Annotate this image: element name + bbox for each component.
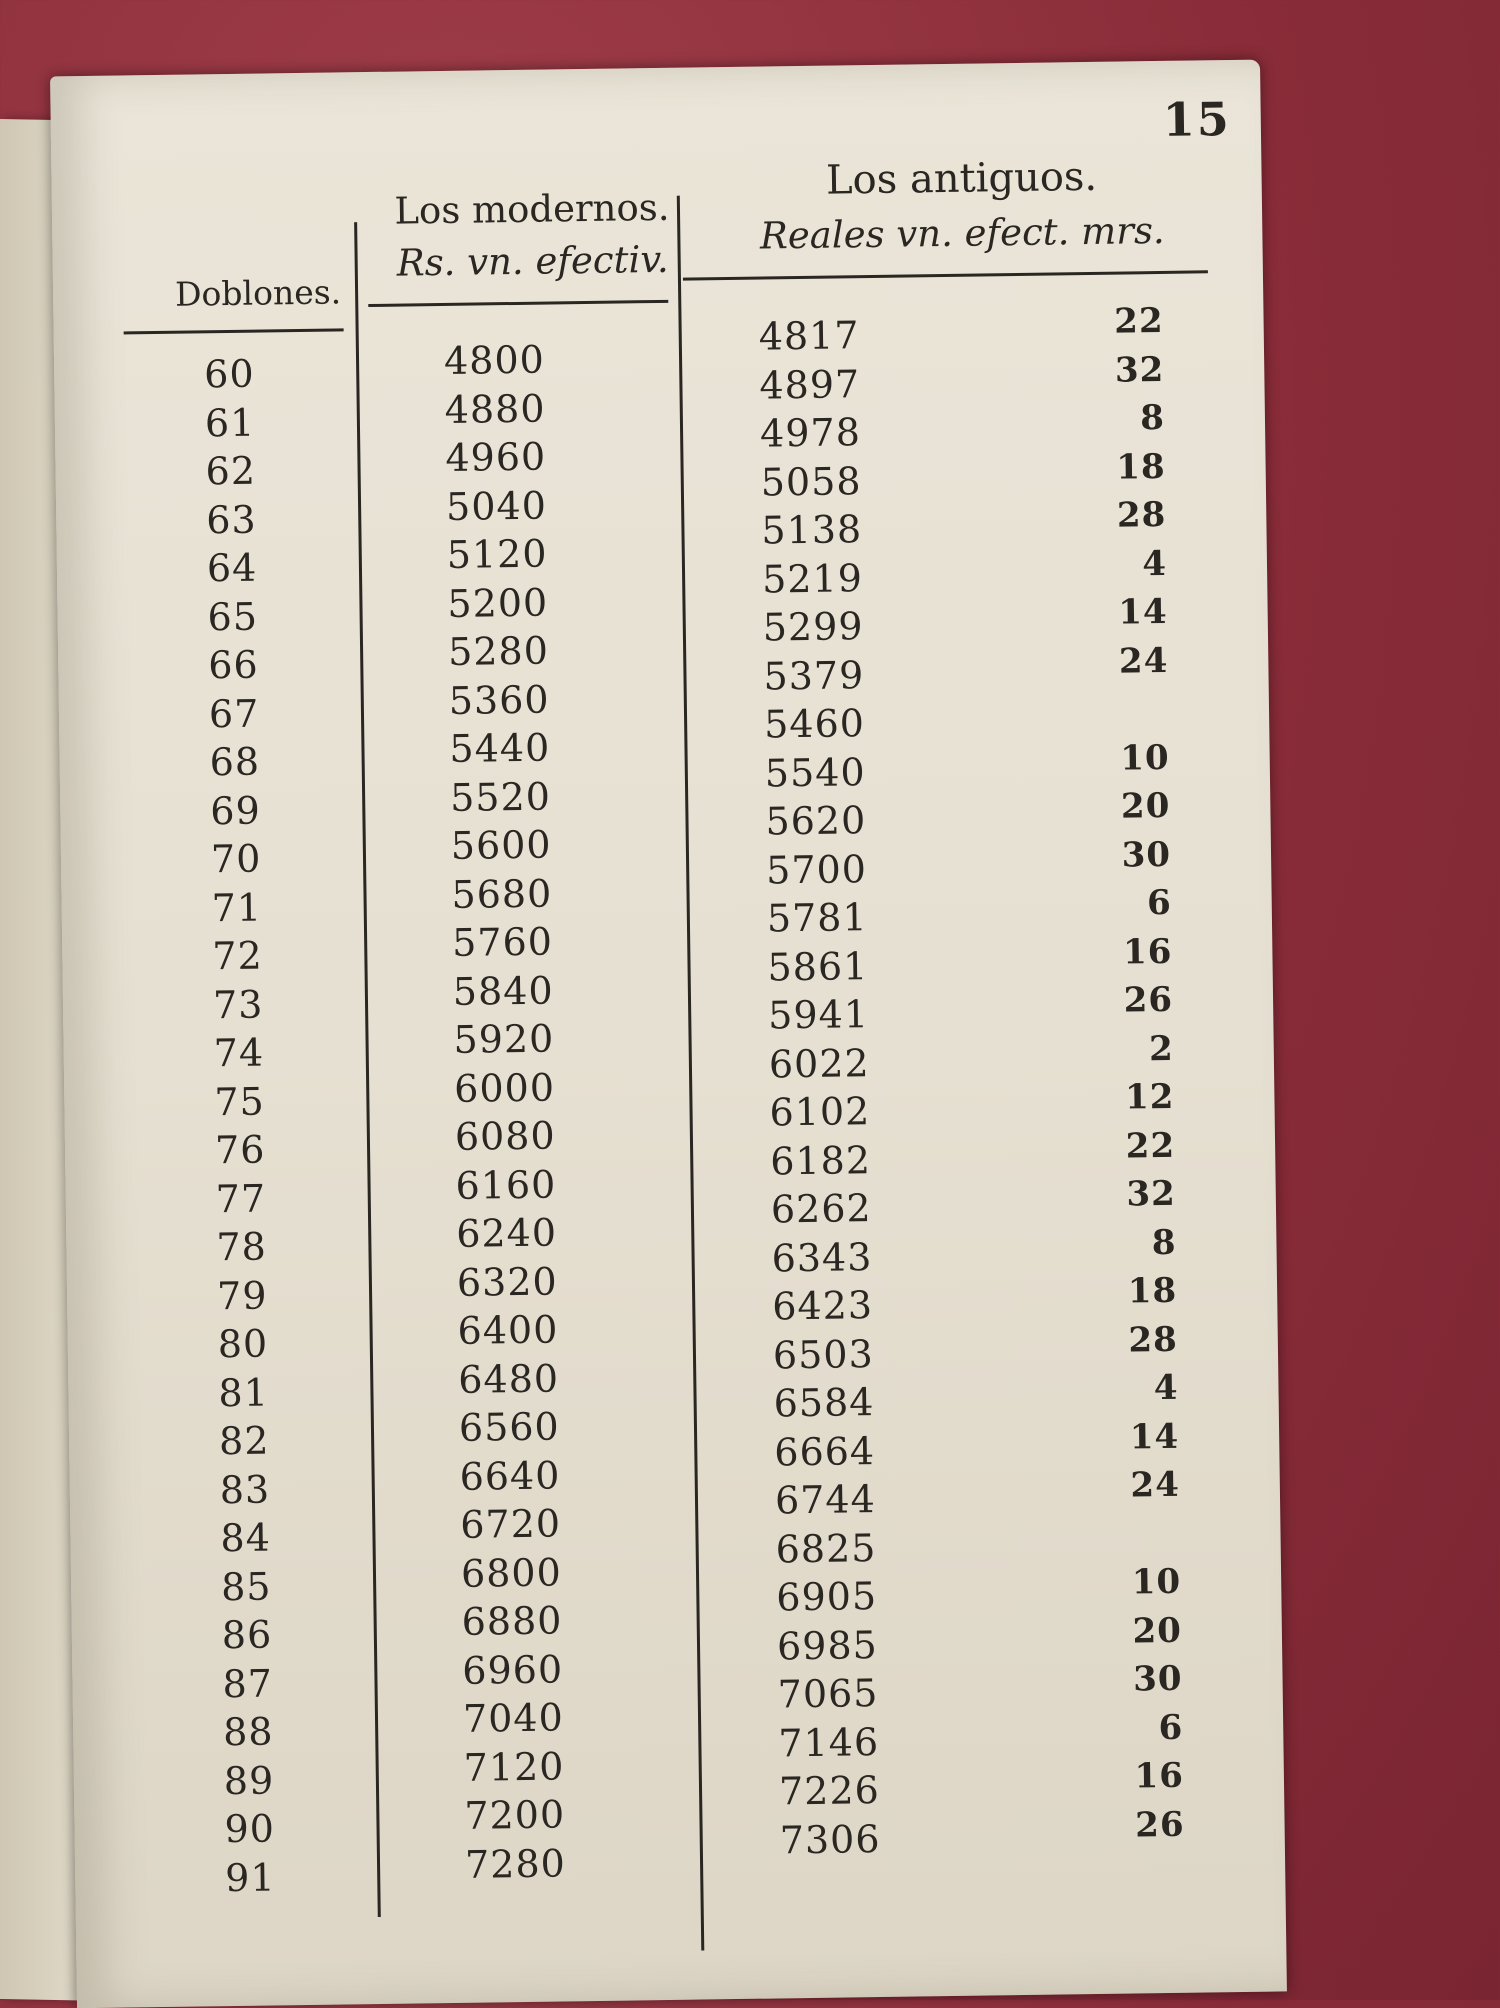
cell-modernos: 5600 xyxy=(450,822,552,868)
cell-reales: 7226 xyxy=(778,1768,881,1814)
cell-doblones: 81 xyxy=(218,1370,270,1415)
cell-mrs: 28 xyxy=(1116,494,1167,536)
cell-doblones: 83 xyxy=(219,1467,271,1512)
book-page xyxy=(50,60,1287,2008)
header-doblones: Doblones. xyxy=(174,272,342,314)
cell-reales: 5861 xyxy=(767,943,869,990)
cell-mrs: 20 xyxy=(1120,785,1171,827)
cell-mrs: 2 xyxy=(1148,1028,1175,1069)
cell-mrs: 4 xyxy=(1153,1367,1179,1409)
cell-modernos: 6240 xyxy=(455,1210,558,1256)
cell-doblones: 61 xyxy=(204,400,256,445)
cell-doblones: 66 xyxy=(207,642,259,688)
cell-mrs: 8 xyxy=(1139,397,1166,439)
cell-doblones: 69 xyxy=(210,788,261,833)
cell-modernos: 7040 xyxy=(462,1695,565,1741)
cell-mrs: 16 xyxy=(1122,931,1173,973)
cell-doblones: 90 xyxy=(224,1806,276,1852)
cell-modernos: 5520 xyxy=(449,774,552,820)
cell-modernos: 6000 xyxy=(453,1064,556,1111)
cell-mrs: 8 xyxy=(1151,1222,1177,1263)
cell-reales: 6825 xyxy=(775,1525,877,1571)
cell-doblones: 75 xyxy=(214,1079,266,1124)
cell-mrs: 24 xyxy=(1118,640,1169,682)
cell-reales: 7146 xyxy=(778,1719,880,1765)
cell-modernos: 6960 xyxy=(462,1646,564,1693)
cell-reales: 6503 xyxy=(772,1331,874,1377)
cell-reales: 6343 xyxy=(771,1234,873,1280)
cell-modernos: 6320 xyxy=(456,1258,558,1305)
cell-mrs: 28 xyxy=(1128,1319,1179,1361)
cell-doblones: 71 xyxy=(211,885,263,930)
cell-doblones: 73 xyxy=(212,982,264,1027)
cell-doblones: 60 xyxy=(203,351,255,397)
cell-reales: 5219 xyxy=(761,555,864,602)
cell-mrs: 24 xyxy=(1130,1464,1181,1506)
cell-mrs: 20 xyxy=(1132,1610,1183,1651)
cell-doblones: 79 xyxy=(216,1273,268,1318)
header-modernos-title: Los modernos. xyxy=(394,185,670,233)
cell-modernos: 5840 xyxy=(452,968,554,1014)
cell-modernos: 7280 xyxy=(464,1840,567,1887)
cell-modernos: 6640 xyxy=(459,1452,561,1499)
cell-doblones: 64 xyxy=(206,545,258,591)
page-number: 15 xyxy=(1162,91,1232,147)
cell-modernos: 6800 xyxy=(460,1549,563,1596)
cell-reales: 6182 xyxy=(769,1137,872,1183)
cell-reales: 5540 xyxy=(764,749,866,796)
cell-modernos: 5280 xyxy=(447,628,550,674)
column-divider-1 xyxy=(354,222,381,1917)
cell-doblones: 72 xyxy=(212,933,264,979)
header-antiguos-title: Los antiguos. xyxy=(825,153,1098,204)
cell-doblones: 67 xyxy=(208,691,260,736)
cell-reales: 5299 xyxy=(762,604,864,650)
header-rule-doblones xyxy=(124,328,344,334)
cell-modernos: 4800 xyxy=(443,337,546,383)
cell-reales: 7306 xyxy=(779,1816,881,1862)
cell-doblones: 76 xyxy=(214,1127,266,1173)
cell-modernos: 7120 xyxy=(463,1743,565,1790)
cell-mrs: 22 xyxy=(1125,1125,1176,1167)
cell-doblones: 91 xyxy=(224,1854,276,1900)
cell-doblones: 89 xyxy=(223,1757,275,1803)
cell-mrs: 18 xyxy=(1127,1270,1178,1312)
cell-mrs: 30 xyxy=(1121,834,1172,876)
cell-reales: 5700 xyxy=(765,846,868,893)
cell-doblones: 87 xyxy=(222,1660,274,1706)
cell-reales: 5058 xyxy=(760,458,862,505)
cell-reales: 6985 xyxy=(776,1622,879,1668)
cell-doblones: 68 xyxy=(209,739,261,785)
cell-reales: 6744 xyxy=(774,1477,877,1523)
cell-doblones: 84 xyxy=(220,1515,272,1561)
cell-doblones: 62 xyxy=(205,448,257,494)
cell-mrs: 10 xyxy=(1120,737,1170,779)
cell-mrs: 12 xyxy=(1124,1076,1175,1118)
cell-modernos: 4880 xyxy=(444,386,546,432)
cell-doblones: 74 xyxy=(213,1030,265,1076)
cell-modernos: 4960 xyxy=(445,434,547,480)
cell-modernos: 5760 xyxy=(451,919,554,965)
cell-mrs: 32 xyxy=(1114,349,1165,391)
cell-mrs: 16 xyxy=(1134,1755,1185,1797)
header-antiguos-unit: Reales vn. efect. mrs. xyxy=(759,208,1165,258)
cell-modernos: 5680 xyxy=(451,871,553,917)
cell-reales: 6022 xyxy=(768,1040,870,1087)
cell-reales: 6905 xyxy=(776,1574,878,1620)
cell-modernos: 5920 xyxy=(453,1016,555,1062)
cell-reales: 5460 xyxy=(763,701,866,747)
cell-reales: 5941 xyxy=(767,992,870,1038)
cell-reales: 5138 xyxy=(761,507,863,553)
cell-modernos: 5200 xyxy=(447,580,549,626)
cell-modernos: 6880 xyxy=(461,1598,563,1644)
cell-reales: 6102 xyxy=(769,1089,871,1135)
cell-reales: 7065 xyxy=(777,1671,879,1717)
cell-doblones: 82 xyxy=(218,1418,270,1464)
cell-mrs xyxy=(1080,1513,1180,1514)
cell-doblones: 78 xyxy=(216,1224,268,1270)
cell-modernos: 6080 xyxy=(454,1113,556,1159)
cell-modernos: 6400 xyxy=(457,1307,559,1353)
cell-mrs: 18 xyxy=(1116,446,1166,488)
header-rule-antiguos xyxy=(683,270,1208,280)
cell-modernos: 5440 xyxy=(449,725,551,771)
cell-reales: 6584 xyxy=(773,1380,875,1426)
cell-doblones: 77 xyxy=(215,1176,267,1221)
cell-mrs: 14 xyxy=(1118,591,1168,633)
header-modernos-unit: Rs. vn. efectiv. xyxy=(396,237,669,285)
cell-mrs: 14 xyxy=(1129,1416,1180,1458)
cell-mrs: 30 xyxy=(1132,1658,1183,1700)
cell-modernos: 5120 xyxy=(446,531,548,577)
cell-reales: 4897 xyxy=(759,361,861,408)
cell-reales: 6664 xyxy=(774,1428,876,1474)
cell-reales: 4817 xyxy=(758,313,860,359)
cell-doblones: 80 xyxy=(217,1321,269,1367)
cell-mrs: 26 xyxy=(1123,979,1174,1021)
cell-doblones: 70 xyxy=(210,836,262,882)
cell-modernos: 6160 xyxy=(455,1161,557,1208)
cell-mrs: 10 xyxy=(1131,1561,1182,1603)
cell-modernos: 6720 xyxy=(460,1501,562,1547)
column-divider-2 xyxy=(677,196,705,1951)
cell-reales: 6423 xyxy=(771,1283,874,1329)
cell-modernos: 7200 xyxy=(464,1792,566,1838)
cell-mrs: 6 xyxy=(1146,882,1172,924)
cell-mrs: 22 xyxy=(1113,300,1164,342)
cell-modernos: 6560 xyxy=(458,1404,560,1450)
cell-mrs: 32 xyxy=(1126,1173,1177,1215)
cell-reales: 5781 xyxy=(766,895,868,941)
cell-doblones: 63 xyxy=(205,497,257,542)
cell-reales: 4978 xyxy=(759,410,862,456)
cell-doblones: 88 xyxy=(222,1709,274,1755)
cell-modernos: 6480 xyxy=(457,1355,560,1402)
cell-mrs: 26 xyxy=(1134,1804,1185,1845)
cell-doblones: 65 xyxy=(207,594,259,639)
cell-reales: 6262 xyxy=(770,1186,872,1232)
cell-modernos: 5360 xyxy=(448,677,550,723)
cell-mrs: 6 xyxy=(1158,1707,1184,1748)
cell-mrs: 4 xyxy=(1142,543,1168,584)
cell-doblones: 86 xyxy=(221,1612,273,1658)
cell-mrs xyxy=(1069,689,1169,690)
cell-reales: 5620 xyxy=(765,798,867,844)
cell-modernos: 5040 xyxy=(445,483,548,529)
header-rule-modernos xyxy=(368,300,668,307)
cell-reales: 5379 xyxy=(763,652,865,699)
cell-doblones: 85 xyxy=(220,1564,272,1609)
